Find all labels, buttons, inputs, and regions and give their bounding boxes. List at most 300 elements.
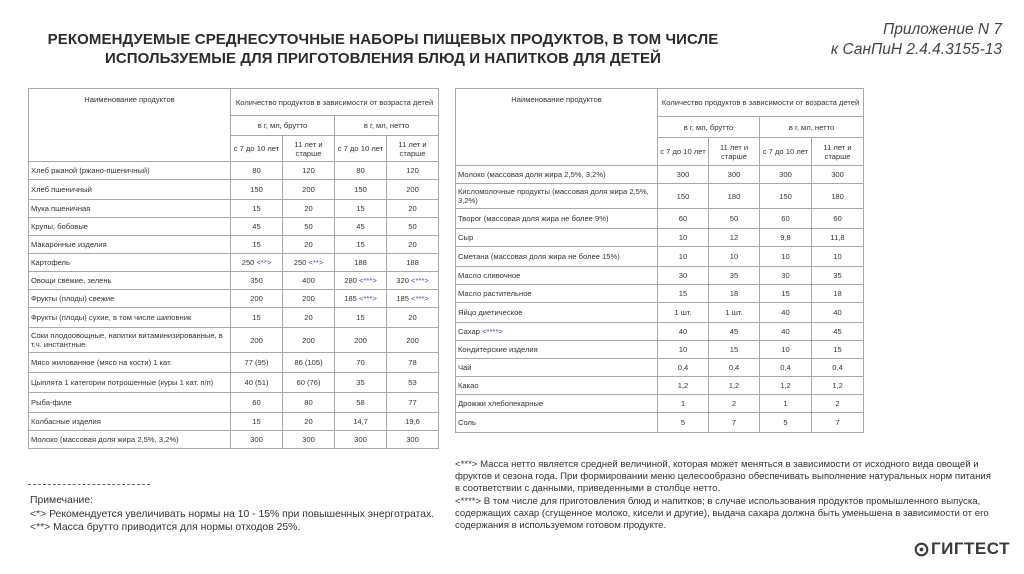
gross-age1-cell-value: 300 xyxy=(250,435,263,444)
table-row xyxy=(29,180,439,200)
net-age1-cell xyxy=(335,272,387,290)
product-name-cell-value: Сметана (массовая доля жира не более 15%) xyxy=(458,252,620,261)
footnote-mark: <***> xyxy=(356,276,377,285)
product-name-cell-value: Чай xyxy=(458,363,472,372)
gross-age1-cell-value: 150 xyxy=(250,185,263,194)
product-name-cell xyxy=(29,413,231,431)
net-age2-cell-value: 120 xyxy=(406,166,419,175)
col-header-age2: 11 лет и старше xyxy=(709,138,760,166)
net-age2-cell-value: 20 xyxy=(408,204,417,213)
product-name-cell-value: Мука пшеничная xyxy=(31,204,91,213)
net-age1-cell-value: 300 xyxy=(779,170,792,179)
table-row xyxy=(29,200,439,218)
net-age2-cell xyxy=(387,180,439,200)
gross-age2-cell xyxy=(709,359,760,377)
title-line-2: ИСПОЛЬЗУЕМЫЕ ДЛЯ ПРИГОТОВЛЕНИЯ БЛЮД И НАПИТКОВ ДЛЯ ДЕТЕЙ xyxy=(104,50,662,67)
net-age2-cell-value: 20 xyxy=(408,313,417,322)
gross-age1-cell xyxy=(658,395,709,413)
net-age2-cell-value: 300 xyxy=(406,435,419,444)
gross-age1-cell-value: 60 xyxy=(678,214,688,223)
gross-age2-cell-value: 300 xyxy=(727,170,741,179)
right-products-table xyxy=(455,88,864,433)
notes-right xyxy=(455,459,995,532)
table-row xyxy=(456,377,864,395)
gross-age2-cell-value: 86 (105) xyxy=(294,358,323,367)
left-table-body xyxy=(29,162,439,449)
net-age1-cell-value: 15 xyxy=(356,313,365,322)
net-age1-cell xyxy=(760,395,812,413)
gross-age1-cell-value: 350 xyxy=(250,276,263,285)
net-age2-cell-value: 53 xyxy=(408,378,417,387)
net-age2-cell-value: 200 xyxy=(406,335,419,345)
net-age2-cell-value: 0,4 xyxy=(832,363,843,372)
product-name-cell xyxy=(29,328,231,353)
net-age1-cell-value: 150 xyxy=(354,185,367,194)
net-age2-cell-value: 77 xyxy=(408,398,417,407)
gross-age1-cell xyxy=(658,413,709,433)
gross-age1-cell-value: 45 xyxy=(252,222,261,231)
product-name-cell xyxy=(29,180,231,200)
net-age1-cell-value: 280 xyxy=(344,276,357,285)
product-name-cell-value: Масло сливочное xyxy=(458,271,521,280)
gross-age2-cell xyxy=(283,218,335,236)
table-row xyxy=(456,184,864,209)
net-age1-cell-value: 9,8 xyxy=(780,233,791,242)
product-name-cell xyxy=(29,308,231,328)
product-name-cell xyxy=(29,254,231,272)
net-age1-cell-value: 40 xyxy=(781,308,790,317)
gross-age1-cell-value: 60 xyxy=(252,398,261,407)
table-row xyxy=(456,166,864,184)
net-age2-cell xyxy=(812,413,864,433)
col-header-qty: Количество продуктов в зависимости от возраста детей xyxy=(231,89,439,116)
net-age1-cell-value: 5 xyxy=(783,418,788,427)
gross-age2-cell xyxy=(709,377,760,395)
product-name-cell xyxy=(456,323,658,341)
net-age1-cell xyxy=(335,308,387,328)
gross-age1-cell xyxy=(231,162,283,180)
gross-age1-cell xyxy=(658,285,709,303)
net-age1-cell-value: 35 xyxy=(356,378,365,387)
gross-age1-cell-value: 150 xyxy=(676,191,690,201)
notes-left xyxy=(30,491,440,535)
net-age2-cell-value: 78 xyxy=(408,358,417,367)
product-name-cell-value: Сыр xyxy=(458,233,474,242)
gross-age2-cell xyxy=(283,290,335,308)
product-name-cell xyxy=(29,200,231,218)
gross-age1-cell xyxy=(231,200,283,218)
product-name-cell xyxy=(456,341,658,359)
gross-age2-cell xyxy=(283,180,335,200)
product-name-cell xyxy=(456,359,658,377)
table-row xyxy=(29,393,439,413)
gross-age2-cell-value: 50 xyxy=(729,214,739,223)
net-age1-cell xyxy=(335,373,387,393)
col-header-gross: в г, мл, брутто xyxy=(658,117,760,138)
net-age2-cell-value: 188 xyxy=(406,258,419,267)
gross-age2-cell-value: 200 xyxy=(302,294,315,303)
table-row xyxy=(29,353,439,373)
net-age1-cell xyxy=(760,303,812,323)
col-header-age2: 11 лет и старше xyxy=(387,136,439,162)
net-age1-cell-value: 15 xyxy=(356,240,365,249)
net-age1-cell-value: 60 xyxy=(781,214,790,223)
net-age2-cell-value: 320 xyxy=(396,276,409,285)
gross-age2-cell xyxy=(283,431,335,449)
gross-age1-cell-value: 200 xyxy=(250,335,263,345)
gross-age1-cell-value: 300 xyxy=(676,170,690,179)
gross-age2-cell xyxy=(283,308,335,328)
gross-age1-cell xyxy=(231,272,283,290)
gross-age2-cell-value: 20 xyxy=(304,240,313,249)
product-name-cell xyxy=(29,290,231,308)
product-name-cell xyxy=(456,166,658,184)
gross-age2-cell xyxy=(709,166,760,184)
col-header-age1: с 7 до 10 лет xyxy=(658,138,709,166)
right-table-body xyxy=(456,166,864,433)
gross-age1-cell xyxy=(658,184,709,209)
gross-age1-cell-value: 77 (95) xyxy=(244,358,269,367)
title-line-1: РЕКОМЕНДУЕМЫЕ СРЕДНЕСУТОЧНЫЕ НАБОРЫ ПИЩЕВЫХ ПРОДУКТОВ, В ТОМ ЧИСЛЕ xyxy=(47,31,719,48)
gross-age1-cell xyxy=(658,359,709,377)
product-name-cell xyxy=(456,395,658,413)
net-age1-cell-value: 1,2 xyxy=(780,381,791,390)
gross-age2-cell-value: 300 xyxy=(302,435,315,444)
gross-age2-cell-value: 15 xyxy=(729,345,739,354)
product-name-cell-value: Яйцо диетическое xyxy=(458,308,523,317)
table-row xyxy=(456,267,864,285)
net-age2-cell xyxy=(812,184,864,209)
gross-age1-cell-value: 200 xyxy=(250,294,263,303)
net-age2-cell-value: 45 xyxy=(833,327,842,336)
gross-age1-cell-value: 250 xyxy=(241,258,255,267)
product-name-cell xyxy=(456,303,658,323)
product-name-cell-value: Рыба-филе xyxy=(31,398,72,407)
gross-age1-cell xyxy=(658,166,709,184)
note-3: <***> Масса нетто является средней величиной, которая может меняться в зависимости от исходного вида овощей и фруктов и сезона года. При формировании меню целесообразно обеспечивать выполнение натуральных норм питания в соответствии с данными, приведенными в столбце нетто. xyxy=(455,459,991,495)
col-header-qty: Количество продуктов в зависимости от возраста детей xyxy=(658,89,864,117)
net-age2-cell xyxy=(387,236,439,254)
col-header-name: Наименование продуктов xyxy=(29,89,231,162)
product-name-cell-value: Творог (массовая доля жира не более 9%) xyxy=(458,214,609,223)
gross-age1-cell xyxy=(658,341,709,359)
col-header-net: в г, мл, нетто xyxy=(335,116,439,136)
net-age1-cell xyxy=(335,413,387,431)
product-name-cell xyxy=(456,229,658,247)
gross-age2-cell-value: 20 xyxy=(304,204,313,213)
table-row xyxy=(29,254,439,272)
gross-age1-cell xyxy=(658,209,709,229)
table-row xyxy=(29,290,439,308)
gross-age2-cell-value: 400 xyxy=(302,276,315,285)
product-name-cell-value: Молоко (массовая доля жира 2,5%, 3,2%) xyxy=(458,170,606,179)
gross-age2-cell xyxy=(283,254,335,272)
col-header-age2: 11 лет и старше xyxy=(812,138,864,166)
gross-age1-cell xyxy=(231,373,283,393)
gross-age1-cell xyxy=(231,254,283,272)
net-age2-cell xyxy=(812,377,864,395)
net-age1-cell-value: 70 xyxy=(356,358,365,367)
gross-age2-cell-value: 18 xyxy=(729,289,739,298)
net-age2-cell xyxy=(387,272,439,290)
col-header-age1: с 7 до 10 лет xyxy=(760,138,812,166)
col-header-age1: с 7 до 10 лет xyxy=(231,136,283,162)
gross-age2-cell-value: 45 xyxy=(729,327,739,336)
gross-age1-cell xyxy=(231,180,283,200)
page-title xyxy=(38,30,728,68)
gross-age1-cell xyxy=(231,413,283,431)
table-row xyxy=(456,303,864,323)
net-age2-cell-value: 185 xyxy=(396,294,409,303)
net-age1-cell xyxy=(335,236,387,254)
col-header-age2: 11 лет и старше xyxy=(283,136,335,162)
gross-age2-cell xyxy=(283,162,335,180)
net-age1-cell-value: 45 xyxy=(356,222,365,231)
gross-age2-cell-value: 7 xyxy=(731,418,737,427)
table-row xyxy=(456,359,864,377)
notes-heading: Примечание: xyxy=(30,495,94,506)
net-age2-cell xyxy=(387,393,439,413)
net-age1-cell xyxy=(335,393,387,413)
net-age2-cell xyxy=(812,323,864,341)
gross-age1-cell-value: 1 шт. xyxy=(674,308,692,317)
table-row xyxy=(29,413,439,431)
net-age1-cell-value: 58 xyxy=(356,398,365,407)
table-row xyxy=(29,373,439,393)
note-1: <*> Рекомендуется увеличивать нормы на 10 - 15% при повышенных энерготратах. xyxy=(30,508,435,520)
table-row xyxy=(29,272,439,290)
gross-age1-cell xyxy=(231,353,283,373)
net-age2-cell xyxy=(812,166,864,184)
net-age1-cell xyxy=(335,162,387,180)
net-age1-cell xyxy=(760,267,812,285)
gross-age2-cell xyxy=(709,303,760,323)
gross-age2-cell-value: 80 xyxy=(304,398,313,407)
gross-age2-cell-value: 180 xyxy=(727,191,741,201)
gross-age1-cell-value: 10 xyxy=(678,345,688,354)
net-age1-cell xyxy=(760,209,812,229)
net-age1-cell-value: 300 xyxy=(354,435,367,444)
net-age2-cell-value: 7 xyxy=(835,418,840,427)
net-age2-cell-value: 10 xyxy=(833,252,842,261)
net-age1-cell xyxy=(335,328,387,353)
product-name-cell xyxy=(456,377,658,395)
net-age1-cell-value: 10 xyxy=(781,345,790,354)
gross-age2-cell xyxy=(709,341,760,359)
gross-age1-cell xyxy=(658,267,709,285)
product-name-cell xyxy=(29,162,231,180)
table-row xyxy=(29,431,439,449)
gross-age2-cell-value: 10 xyxy=(729,252,739,261)
logo-circle-icon xyxy=(914,542,929,557)
product-name-cell xyxy=(456,184,658,209)
gross-age2-cell-value: 60 (76) xyxy=(296,378,321,387)
col-header-age1: с 7 до 10 лет xyxy=(335,136,387,162)
col-header-net: в г, мл, нетто xyxy=(760,117,864,138)
product-name-cell xyxy=(456,247,658,267)
gross-age2-cell-value: 50 xyxy=(304,222,313,231)
left-products-table xyxy=(28,88,439,449)
net-age2-cell xyxy=(387,254,439,272)
net-age2-cell xyxy=(387,200,439,218)
table-row xyxy=(456,413,864,433)
net-age2-cell-value: 19,6 xyxy=(405,417,420,426)
appendix-line-1: Приложение N 7 xyxy=(883,21,1002,38)
table-row xyxy=(456,285,864,303)
net-age2-cell xyxy=(812,247,864,267)
product-name-cell xyxy=(29,373,231,393)
net-age2-cell xyxy=(387,218,439,236)
table-row xyxy=(456,395,864,413)
product-name-cell-value: Молоко (массовая доля жира 2,5%, 3,2%) xyxy=(31,435,179,444)
gross-age2-cell xyxy=(709,209,760,229)
product-name-cell xyxy=(456,413,658,433)
gross-age1-cell xyxy=(658,247,709,267)
product-name-cell xyxy=(29,272,231,290)
product-name-cell-value: Цыплята 1 категории потрошенные (куры 1 кат. п/п) xyxy=(31,378,214,387)
gross-age2-cell xyxy=(283,236,335,254)
footnote-mark: <**> xyxy=(306,258,324,267)
net-age2-cell xyxy=(387,162,439,180)
gross-age2-cell xyxy=(709,323,760,341)
product-name-cell-value: Дрожжи хлебопекарные xyxy=(458,399,544,408)
table-row xyxy=(456,323,864,341)
product-name-cell xyxy=(29,431,231,449)
gross-age2-cell xyxy=(709,184,760,209)
product-name-cell-value: Хлеб ржаной (ржано-пшеничный) xyxy=(31,166,150,175)
table-row xyxy=(456,247,864,267)
gross-age2-cell xyxy=(283,393,335,413)
gross-age1-cell-value: 10 xyxy=(678,252,688,261)
col-header-gross: в г, мл, брутто xyxy=(231,116,335,136)
gross-age1-cell-value: 40 (51) xyxy=(244,378,269,387)
gross-age1-cell-value: 5 xyxy=(680,418,686,427)
net-age1-cell xyxy=(760,413,812,433)
gross-age1-cell xyxy=(231,290,283,308)
gross-age2-cell-value: 1,2 xyxy=(728,381,740,390)
table-row xyxy=(29,328,439,353)
net-age2-cell xyxy=(387,353,439,373)
net-age2-cell-value: 2 xyxy=(835,399,840,408)
net-age1-cell-value: 10 xyxy=(781,252,790,261)
product-name-cell-value: Фрукты (плоды) сухие, в том числе шиповник xyxy=(31,313,192,322)
gross-age2-cell-value: 20 xyxy=(304,417,313,426)
net-age2-cell-value: 15 xyxy=(833,345,842,354)
net-age1-cell xyxy=(760,285,812,303)
net-age2-cell xyxy=(387,328,439,353)
net-age2-cell-value: 18 xyxy=(833,289,842,298)
net-age1-cell-value: 80 xyxy=(356,166,365,175)
net-age1-cell-value: 188 xyxy=(354,258,367,267)
net-age1-cell xyxy=(760,184,812,209)
gross-age1-cell-value: 0,4 xyxy=(677,363,689,372)
net-age2-cell-value: 50 xyxy=(408,222,417,231)
net-age1-cell xyxy=(760,247,812,267)
net-age1-cell xyxy=(335,218,387,236)
gross-age2-cell xyxy=(283,353,335,373)
net-age1-cell-value: 150 xyxy=(779,191,792,201)
net-age1-cell xyxy=(760,359,812,377)
product-name-cell xyxy=(29,353,231,373)
net-age2-cell xyxy=(812,285,864,303)
product-name-cell xyxy=(29,393,231,413)
gross-age1-cell-value: 40 xyxy=(678,327,688,336)
appendix-line-2: к СанПиН 2.4.4.3155-13 xyxy=(830,41,1002,58)
table-row xyxy=(29,218,439,236)
product-name-cell-value: Соль xyxy=(458,418,476,427)
gross-age2-cell xyxy=(283,373,335,393)
note-4: <****> В том числе для приготовления блюд и напитков; в случае использования продуктов промышленного выпуска, содержащих сахар (сгущенное молоко, кисели и другие), выдача сахара должна быть уменьшена в зависимости от его содержания в используемом готовом продукте. xyxy=(455,495,989,532)
gross-age2-cell-value: 200 xyxy=(302,335,315,345)
product-name-cell-value: Сахар xyxy=(458,327,480,336)
table-row xyxy=(29,308,439,328)
gross-age1-cell xyxy=(231,308,283,328)
note-2: <**> Масса брутто приводится для нормы отходов 25%. xyxy=(30,522,301,533)
gross-age1-cell-value: 1,2 xyxy=(677,381,689,390)
product-name-cell-value: Кисломолочные продукты (массовая доля жира 2,5%, 3,2%) xyxy=(458,187,649,205)
gross-age1-cell-value: 80 xyxy=(252,166,261,175)
gross-age1-cell xyxy=(231,218,283,236)
net-age2-cell-value: 60 xyxy=(833,214,842,223)
net-age2-cell-value: 1,2 xyxy=(832,381,843,390)
net-age1-cell-value: 15 xyxy=(356,204,365,213)
gross-age1-cell xyxy=(231,236,283,254)
gross-age2-cell xyxy=(709,285,760,303)
net-age2-cell-value: 20 xyxy=(408,240,417,249)
gross-age1-cell xyxy=(658,323,709,341)
net-age1-cell-value: 15 xyxy=(781,289,790,298)
gross-age2-cell xyxy=(283,328,335,353)
net-age2-cell xyxy=(812,229,864,247)
net-age2-cell xyxy=(812,209,864,229)
product-name-cell-value: Хлеб пшеничный xyxy=(31,185,92,194)
net-age2-cell xyxy=(387,413,439,431)
net-age1-cell xyxy=(335,180,387,200)
product-name-cell xyxy=(456,209,658,229)
net-age1-cell-value: 14,7 xyxy=(353,417,368,426)
product-name-cell-value: Какао xyxy=(458,381,479,390)
gross-age2-cell-value: 2 xyxy=(731,399,737,408)
net-age1-cell xyxy=(760,341,812,359)
net-age2-cell xyxy=(387,308,439,328)
table-row xyxy=(456,341,864,359)
gross-age2-cell xyxy=(283,272,335,290)
gross-age1-cell-value: 15 xyxy=(678,289,688,298)
product-name-cell-value: Масло растительное xyxy=(458,289,532,298)
net-age1-cell-value: 40 xyxy=(781,327,790,336)
net-age1-cell xyxy=(760,377,812,395)
footnote-mark: <**> xyxy=(254,258,272,267)
net-age2-cell xyxy=(812,395,864,413)
product-name-cell-value: Колбасные изделия xyxy=(31,417,101,426)
net-age2-cell-value: 40 xyxy=(833,308,842,317)
product-name-cell-value: Овощи свежие, зелень xyxy=(31,276,112,285)
gross-age2-cell-value: 200 xyxy=(302,185,315,194)
product-name-cell-value: Крупы, бобовые xyxy=(31,222,89,231)
net-age1-cell xyxy=(335,290,387,308)
gross-age2-cell xyxy=(709,267,760,285)
gross-age1-cell xyxy=(231,431,283,449)
logo-text: ГИГТЕСТ xyxy=(931,539,1010,558)
net-age2-cell-value: 35 xyxy=(833,271,842,280)
net-age1-cell xyxy=(335,353,387,373)
gross-age2-cell-value: 35 xyxy=(729,271,739,280)
product-name-cell-value: Кондитерские изделия xyxy=(458,345,538,354)
net-age1-cell xyxy=(760,166,812,184)
net-age1-cell xyxy=(335,254,387,272)
gross-age2-cell xyxy=(283,200,335,218)
appendix-reference xyxy=(831,20,1002,60)
